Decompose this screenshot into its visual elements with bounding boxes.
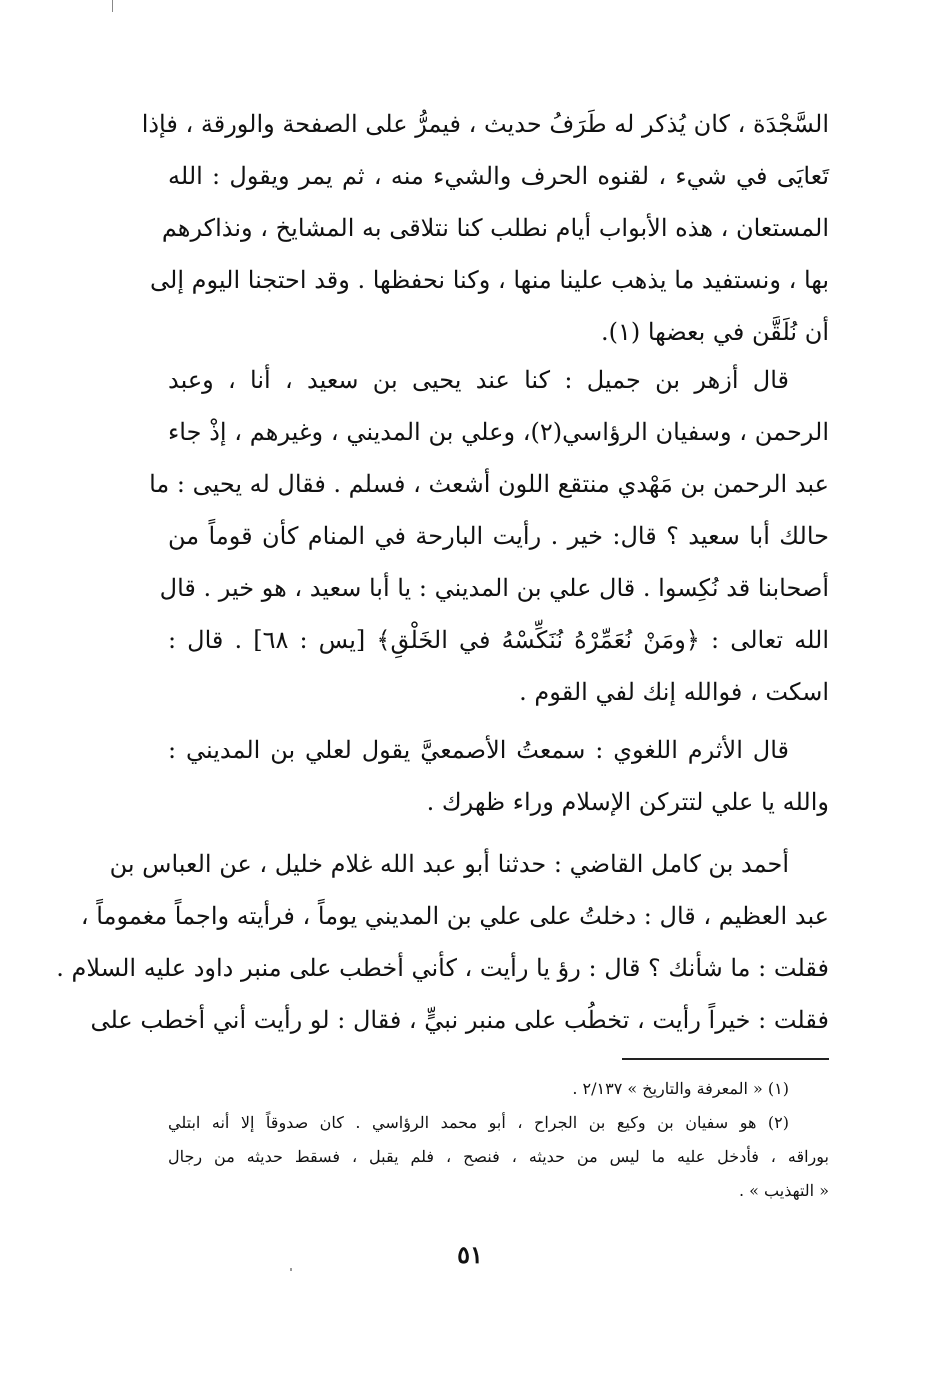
text-line: الله تعالى : ﴿ومَنْ نُعَمِّرْهُ نُنَكِّسْهُ في الخَلْقِ﴾ [يس : ٦٨] . قال : [168,626,829,654]
text-line: السَّجْدَة ، كان يُذكر له طَرَفُ حديث ، فيمرُّ على الصفحة والورقة ، فإذا [141,110,829,138]
text-line: عبد العظيم ، قال : دخلتُ على علي بن المديني يوماً ، فرأيته واجماً مغموماً ، [80,902,829,930]
text-line: أصحابنا قد نُكِسوا . قال علي بن المديني : يا أبا سعيد ، هو خير . قال [159,574,829,602]
text-line: قال الأثرم اللغوي : سمعتُ الأصمعيَّ يقول لعلي بن المديني : [168,736,789,764]
text-line: حالك أبا سعيد ؟ قال: خير . رأيت البارحة في المنام كأن قوماً من [168,522,829,550]
paragraph-2 [149,354,829,718]
footnote-divider [622,1058,829,1060]
text-line: بها ، ونستفيد ما يذهب علينا منها ، وكنا نحفظها . وقد احتجنا اليوم إلى [150,266,829,294]
text-line: اسكت ، فوالله إنك لفي القوم . [519,678,829,706]
text-line: عبد الرحمن بن مَهْدي منتقع اللون أشعث ، فسلم . فقال له يحيى : ما [149,470,829,498]
text-line: المستعان ، هذه الأبواب أيام نطلب كنا نتلاقى به المشايخ ، ونذاكرهم [161,214,829,242]
text-line: فقلت : خيراً رأيت ، تخطُب على منبر نبيٍّ ، فقال : لو رأيت أني أخطب على [90,1006,829,1034]
text-line: أن نُلَقَّن في بعضها (١). [600,318,829,346]
text-line: أحمد بن كامل القاضي : حدثنا أبو عبد الله غلام خليل ، عن العباس بن [109,850,789,878]
text-line: تَعايَى في شيء ، لقنوه الحرف والشيء منه ، ثم يمر ويقول : الله [168,162,829,190]
footnote-line: بوراقه ، فأدخل عليه ما ليس من حديثه ، فنصح ، فلم يقبل ، فسقط حديثه من رجال [168,1147,829,1166]
text-line: والله يا علي لتتركن الإسلام وراء ظهرك . [426,788,829,816]
text-line: قال أزهر بن جميل : كنا عند يحيى بن سعيد ، أنا ، وعبد [168,366,789,394]
footnotes [168,1072,829,1208]
scan-artifact-dot [290,1268,292,1271]
paragraph-3 [168,724,829,828]
page-number: ٥١ [457,1240,483,1269]
footnote-line: (٢) هو سفيان بن وكيع بن الجراح ، أبو محمد الرؤاسي . كان صدوقاً إلا أنه ابتلي [168,1113,789,1132]
paragraph-1 [141,98,829,358]
text-line: الرحمن ، وسفيان الرؤاسي(٢)، وعلي بن المديني ، وغيرهم ، إذْ جاء [168,418,829,446]
paragraph-4 [56,838,829,1046]
footnote-line: (١) « المعرفة والتاريخ » ٢/١٣٧ . [572,1079,789,1098]
footnote-line: « التهذيب » . [738,1181,829,1200]
text-line: فقلت : ما شأنك ؟ قال : رؤ يا رأيت ، كأني أخطب على منبر داود عليه السلام . [56,954,829,982]
scan-artifact-mark [112,0,113,12]
